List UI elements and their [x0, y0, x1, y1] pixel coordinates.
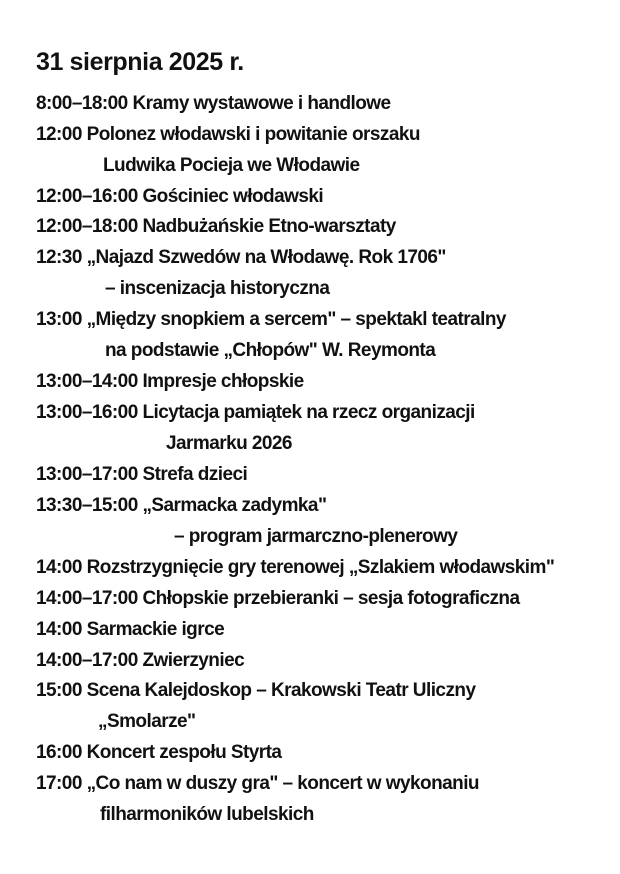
schedule-item [36, 649, 244, 673]
event-time: 14:00–17:00 [36, 650, 138, 671]
schedule-item [36, 679, 475, 703]
schedule-item [36, 185, 323, 209]
event-time: 13:00–17:00 [36, 464, 138, 485]
event-time: 12:00–16:00 [36, 186, 138, 207]
schedule-item [36, 308, 506, 332]
event-continuation: na podstawie „Chłopów" W. Reymonta [105, 340, 436, 361]
schedule-item [36, 741, 281, 765]
event-title: Polonez włodawski i powitanie orszaku [86, 124, 420, 145]
event-continuation: Ludwika Pocieja we Włodawie [103, 155, 360, 176]
event-continuation: „Smolarze" [98, 711, 196, 732]
event-title: Koncert zespołu Styrta [86, 742, 282, 763]
event-time: 14:00 [36, 557, 82, 578]
event-continuation: – program jarmarczno-plenerowy [174, 526, 458, 547]
event-time: 14:00 [36, 619, 82, 640]
event-time: 12:00–18:00 [36, 216, 138, 237]
schedule-item [36, 463, 247, 487]
event-title: „Między snopkiem a sercem" – spektakl teatralny [86, 309, 506, 330]
event-title: Chłopskie przebieranki – sesja fotograficzna [142, 588, 520, 609]
event-title: Gościniec włodawski [142, 186, 324, 207]
event-title: „Sarmacka zadymka" [142, 495, 327, 516]
event-time: 16:00 [36, 742, 82, 763]
event-title: Scena Kalejdoskop – Krakowski Teatr Uliczny [86, 680, 476, 701]
schedule-item [36, 587, 520, 611]
event-title: Sarmackie igrce [86, 619, 225, 640]
event-time: 13:30–15:00 [36, 495, 138, 516]
schedule-item [36, 123, 420, 147]
schedule-item [36, 494, 326, 518]
schedule-item [36, 556, 554, 580]
event-title: Licytacja pamiątek na rzecz organizacji [142, 402, 475, 423]
event-continuation: – inscenizacja historyczna [105, 278, 330, 299]
event-time: 12:00 [36, 124, 82, 145]
event-time: 15:00 [36, 680, 82, 701]
schedule-item [36, 92, 391, 116]
schedule-item [36, 370, 304, 394]
event-time: 12:30 [36, 247, 82, 268]
schedule-item [36, 401, 475, 425]
schedule-item [36, 215, 396, 239]
event-title: Kramy wystawowe i handlowe [132, 93, 391, 114]
event-time: 14:00–17:00 [36, 588, 138, 609]
schedule-item [36, 246, 446, 270]
event-title: „Co nam w duszy gra" – koncert w wykonaniu [86, 773, 479, 794]
event-time: 17:00 [36, 773, 82, 794]
event-title: Nadbużańskie Etno-warsztaty [142, 216, 396, 237]
event-time: 8:00–18:00 [36, 93, 128, 114]
event-time: 13:00 [36, 309, 82, 330]
schedule-item [36, 618, 224, 642]
event-time: 13:00–14:00 [36, 371, 138, 392]
schedule-item [36, 772, 479, 796]
event-title: Zwierzyniec [142, 650, 245, 671]
event-title: Impresje chłopskie [142, 371, 304, 392]
event-continuation: filharmoników lubelskich [100, 804, 314, 825]
event-title: „Najazd Szwedów na Włodawę. Rok 1706" [86, 247, 446, 268]
page-title: 31 sierpnia 2025 r. [36, 48, 244, 76]
event-time: 13:00–16:00 [36, 402, 138, 423]
event-title: Strefa dzieci [142, 464, 248, 485]
event-title: Rozstrzygnięcie gry terenowej „Szlakiem włodawskim" [86, 557, 555, 578]
event-continuation: Jarmarku 2026 [166, 433, 292, 454]
